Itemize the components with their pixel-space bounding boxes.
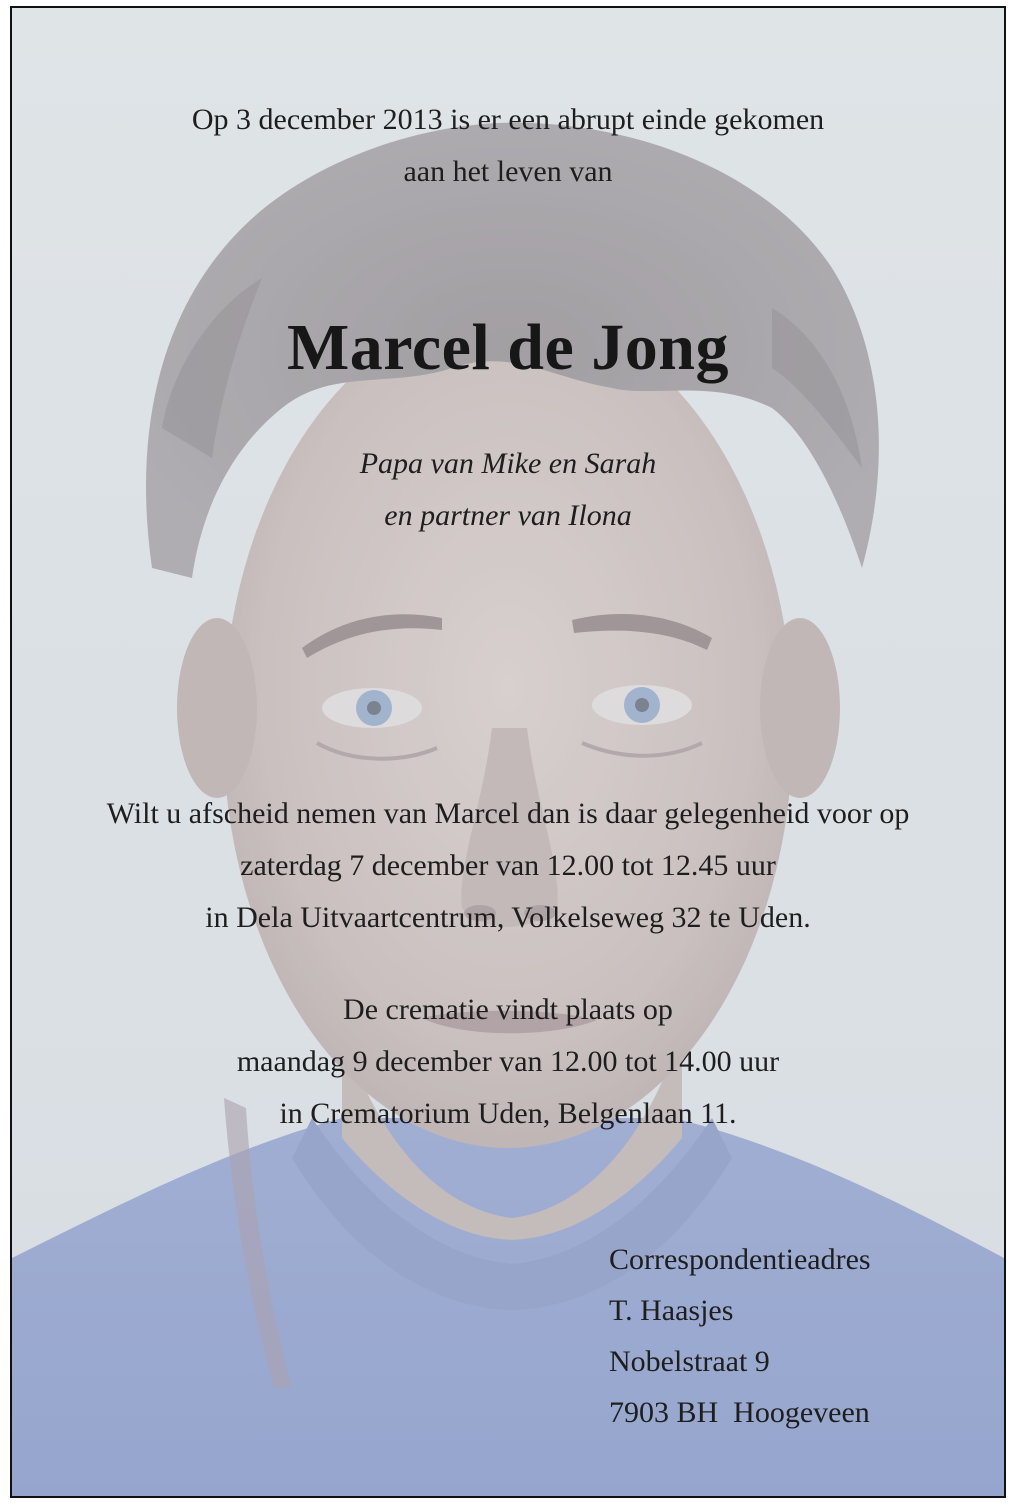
- relation-line: Papa van Mike en Sarah: [359, 447, 657, 480]
- intro-line: Op 3 december 2013 is er een abrupt einde gekomen: [191, 103, 825, 136]
- cremation-text: [12, 984, 1004, 1140]
- address-street: Nobelstraat 9: [609, 1345, 770, 1378]
- relation-line: en partner van Ilona: [384, 499, 632, 532]
- cremation-line: maandag 9 december van 12.00 tot 14.00 uur: [236, 1045, 780, 1078]
- intro-text: [12, 94, 1004, 198]
- farewell-text: [12, 788, 1004, 944]
- memorial-card: [10, 6, 1006, 1498]
- address-heading: Correspondentieadres: [609, 1243, 871, 1276]
- correspondence-address: [609, 1234, 871, 1438]
- farewell-line: zaterdag 7 december van 12.00 tot 12.45 uur: [240, 849, 776, 882]
- farewell-line: Wilt u afscheid nemen van Marcel dan is daar gelegenheid voor op: [106, 797, 910, 830]
- intro-line: aan het leven van: [403, 155, 613, 188]
- cremation-line: in Crematorium Uden, Belgenlaan 11.: [279, 1097, 737, 1130]
- relation-text: [12, 438, 1004, 542]
- cremation-line: De crematie vindt plaats op: [343, 993, 673, 1026]
- farewell-line: in Dela Uitvaartcentrum, Volkelseweg 32 te Uden.: [205, 901, 811, 934]
- deceased-name: Marcel de Jong: [286, 311, 730, 384]
- address-postcode-city: 7903 BH Hoogeveen: [609, 1396, 870, 1429]
- address-name: T. Haasjes: [609, 1294, 734, 1327]
